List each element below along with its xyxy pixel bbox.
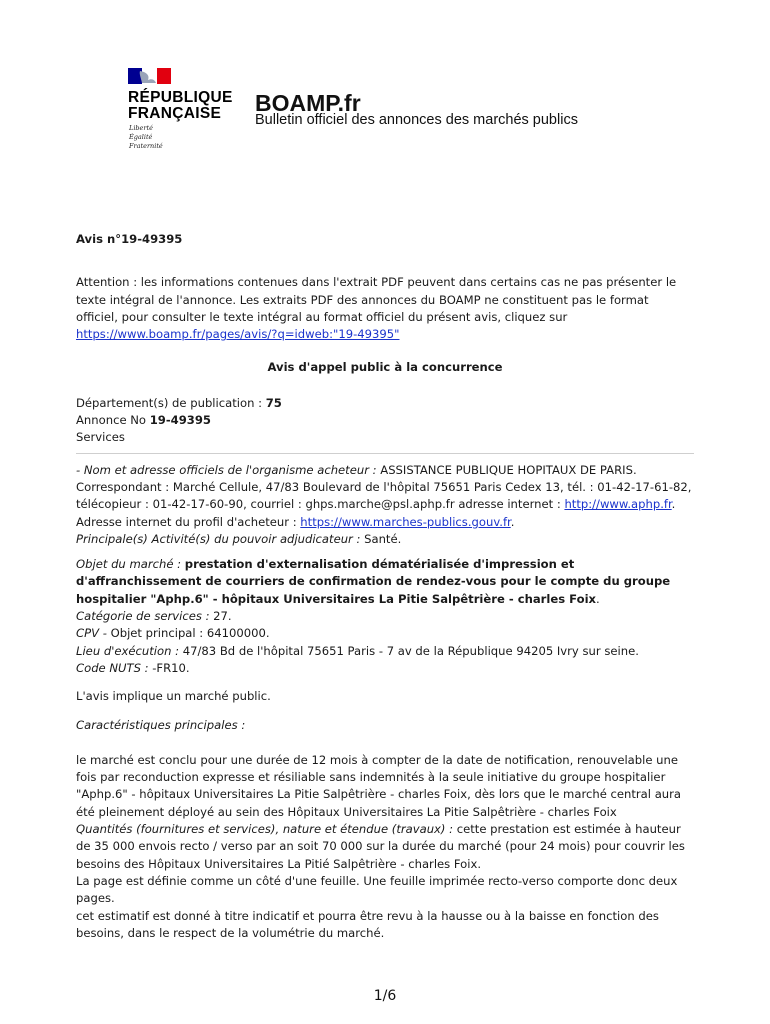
marianne-flag-logo (128, 68, 171, 84)
estimatif-paragraph: cet estimatif est donné à titre indicatif et pourra être revu à la hausse ou à la baisse en fonction des besoins, dans le respect de la volumétrie du marché. (76, 908, 659, 940)
notice-number: Avis n°19-49395 (76, 232, 183, 246)
page-definition: La page est définie comme un côté d'une feuille. Une feuille imprimée recto-verso comporte donc deux pages. (76, 873, 678, 906)
duree-paragraph: le marché est conclu pour une durée de 12 mois à compter de la date de notification, renouvelable une fois par reconduction expresse et résiliable sans indemnités à la seule initiative du groupe hospitalier "Aphp.6" - hôpitaux Universitaires La Pitie Salpêtrière - charles Foix, dès lors que le marché central aura été pleinement déployé au sein des Hôpitaux Universitaires La Pitie Salpêtrière - charles Foix (76, 752, 682, 819)
notice-link[interactable]: https://www.boamp.fr/pages/avis/?q=idweb:"19-49395" (76, 327, 400, 342)
quantites-paragraph: Quantités (fournitures et services), nature et étendue (travaux) : cette prestation est estimée à hauteur de 35 000 envois recto / verso par an soit 70 000 sur la durée du marché (pour 24 mois) pour couvrir les besoins des Hôpitaux Universitaires La Pitié Salpêtrière - charles Foix. (76, 822, 685, 871)
objet-paragraph: Objet du marché : prestation d'externalisation dématérialisée d'impression et d'affranchissement de courriers de confirmation de rendez-vous pour le compte du groupe hospitalier "Aphp.6" - hôpitaux Universitaires La Pitie Salpêtrière - charles Foix. Catégorie de services : 27. CPV - Objet principal : 64100000. Lieu d'exécution : 47/83 Bd de l'hôpital 75651 Paris - 7 av de la République 94205 Ivry sur seine. Code NUTS : -FR10. (76, 557, 671, 675)
org-website-link[interactable]: http://www.aphp.fr (564, 497, 672, 512)
department-line: Département(s) de publication : 75 (76, 395, 282, 410)
boamp-title: BOAMP.fr (255, 90, 361, 116)
divider (76, 453, 694, 454)
organisme-paragraph: - Nom et adresse officiels de l'organisme acheteur : ASSISTANCE PUBLIQUE HOPITAUX DE PARIS. Correspondant : Marché Cellule, 47/83 Boulevard de l'hôpital 75651 Paris Cedex 13, tél. : 01-42-17-61-82, télécopieur : 01-42-17-60-90, courriel : ghps.marche@psl.aphp.fr adresse internet : http://www.aphp.fr. Adresse internet du profil d'acheteur : https://www.marches-publics.gouv.fr. Principale(s) Activité(s) du pouvoir adjudicateur : Santé. (76, 462, 692, 546)
republique-francaise-wordmark: RÉPUBLIQUE FRANÇAISE (128, 89, 233, 122)
republic-motto: Liberté Égalité Fraternité (129, 124, 163, 150)
annonce-line: Annonce No 19-49395 (76, 413, 211, 428)
notice-heading: Avis d'appel public à la concurrence (267, 360, 503, 375)
category-line: Services (76, 430, 125, 445)
attention-paragraph: Attention : les informations contenues dans l'extrait PDF peuvent dans certains cas ne pas présenter le texte intégral de l'annonce. Les extraits PDF des annonces du BOAMP ne constituent pas le format officiel, pour consulter le texte intégral au format officiel du présent avis, cliquez sur https://www.boamp.fr/pages/avis/?q=idweb:"19-49395" (76, 275, 677, 342)
avis-implique: L'avis implique un marché public. (76, 689, 271, 704)
boamp-subtitle: Bulletin officiel des annonces des marchés publics (255, 112, 578, 128)
page-number: 1/6 (373, 988, 397, 1004)
buyer-profile-link[interactable]: https://www.marches-publics.gouv.fr (300, 514, 511, 529)
caracteristiques-label: Caractéristiques principales : (76, 717, 246, 732)
notice-content (76, 231, 694, 942)
